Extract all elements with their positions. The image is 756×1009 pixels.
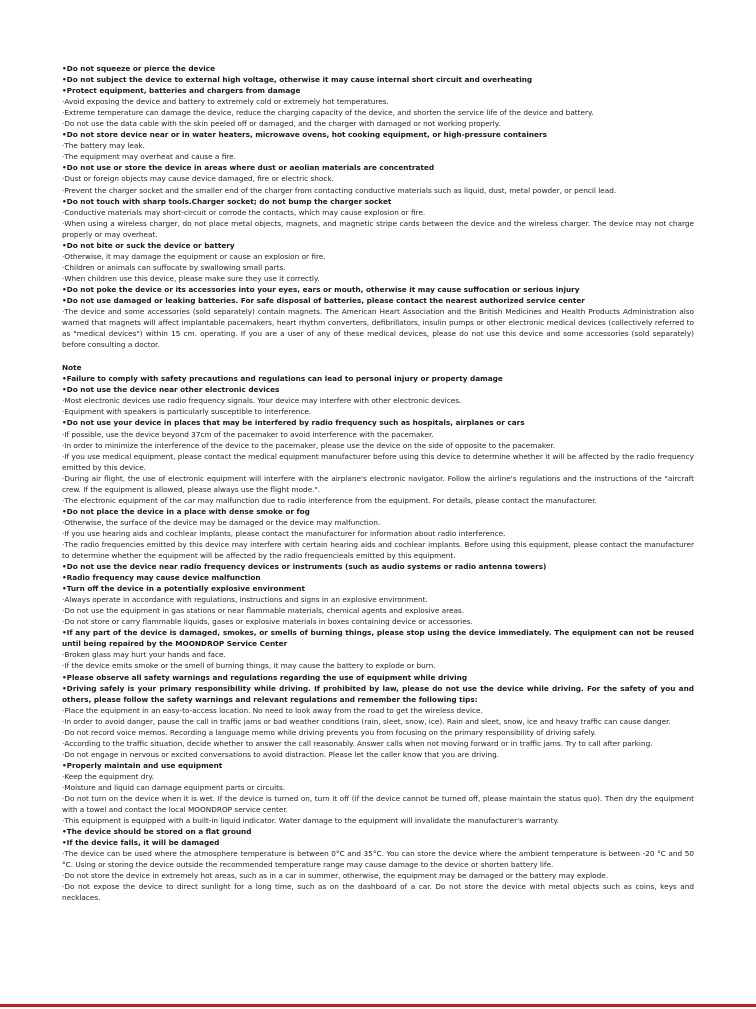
bullet-item: ·Otherwise, the surface of the device may be damaged or the device may malfunction. xyxy=(62,517,381,527)
section-heading: •Do not use damaged or leaking batteries. For safe disposal of batteries, please contact the nearest authorized service center xyxy=(62,295,585,305)
section-heading: •Driving safely is your primary responsibility while driving. If prohibited by law, please do not use the device while driving. For the safety of you and others, please follow the safety warnings and relevant regulations and remember the following tips: xyxy=(62,683,694,704)
section-heading: •Do not touch with sharp tools.Charger socket; do not bump the charger socket xyxy=(62,196,392,206)
safety-document xyxy=(62,63,694,904)
bullet-item: ·Dust or foreign objects may cause device damaged, fire or electric shock. xyxy=(62,174,334,184)
bullet-item: ·If possible, use the device beyond 37cm of the pacemaker to avoid interference with the pacemaker. xyxy=(62,429,434,439)
section-heading: •Do not use the device near radio frequency devices or instruments (such as audio systems or radio antenna towers) xyxy=(62,562,547,572)
note-section xyxy=(62,362,694,903)
bullet-item: ·Keep the equipment dry. xyxy=(62,771,155,781)
section-heading: Note xyxy=(62,363,82,373)
section-heading: •Properly maintain and use equipment xyxy=(62,760,223,770)
section-heading: •If any part of the device is damaged, smokes, or smells of burning things, please stop using the device immediately. The equipment can not be reused until being repaired by the MOONDROP Service Center xyxy=(62,628,694,649)
bullet-item: ·Otherwise, it may damage the equipment or cause an explosion or fire. xyxy=(62,251,326,261)
bullet-item: ·When using a wireless charger, do not place metal objects, magnets, and magnetic stripe cards between the device and the wireless charger. The device may not charge properly or may overheat. xyxy=(62,218,694,239)
section-heading: •Do not place the device in a place with dense smoke or fog xyxy=(62,506,310,516)
section-heading: •Do not poke the device or its accessories into your eyes, ears or mouth, otherwise it may cause suffocation or serious injury xyxy=(62,284,580,294)
section-heading: •If the device falls, it will be damaged xyxy=(62,838,220,848)
bullet-item: ·Do not expose the device to direct sunlight for a long time, such as on the dashboard of a car. Do not store the device with metal objects such as coins, keys and necklaces. xyxy=(62,882,694,903)
bullet-item: ·If you use medical equipment, please contact the medical equipment manufacturer before using this device to determine whether it will be affected by the radio frequency emitted by this device. xyxy=(62,451,694,472)
bullet-item: ·In order to avoid danger, pause the call in traffic jams or bad weather conditions (rain, sleet, snow, ice). Rain and sleet, snow, ice and heavy traffic can cause danger. xyxy=(62,716,671,726)
bullet-item: ·The radio frequencies emitted by this device may interfere with certain hearing aids and cochlear implants. Before using this equipment, please contact the manufacturer to determine whether the equipment will be affected by the radio frequencieals emitted by this equipment. xyxy=(62,539,694,561)
bullet-item: ·Do not use the equipment in gas stations or near flammable materials, chemical agents and explosive areas. xyxy=(62,606,465,616)
bullet-item: ·Broken glass may hurt your hands and face. xyxy=(62,650,226,660)
section-heading: •Protect equipment, batteries and chargers from damage xyxy=(62,86,301,96)
bullet-item: ·The battery may leak. xyxy=(62,141,145,151)
bullet-item: ·During air flight, the use of electronic equipment will interfere with the airplane's electronic navigator. Follow the airline's regulations and the instructions of the "aircraft crew. If the equipment is allowed, please always use the flight mode.". xyxy=(62,473,694,494)
section-heading: •Do not use your device in places that may be interfered by radio frequency such as hospitals, airplanes or cars xyxy=(62,418,525,428)
bullet-item: ·The equipment may overheat and cause a fire. xyxy=(62,152,236,162)
bullet-item: ·Moisture and liquid can damage equipment parts or circuits. xyxy=(62,783,286,792)
section-heading: •Turn off the device in a potentially explosive environment xyxy=(62,584,305,594)
section-heading: •Do not use or store the device in areas where dust or aeolian materials are concentrated xyxy=(62,163,435,173)
bullet-item: ·The device and some accessories (sold separately) contain magnets. The American Heart Association and the British Medicines and Health Products Administration also warned that magnets will affect implantable pacemakers, heart rhythm converters, defibrillators, insulin pumps or other electronic medical devices (collectively referred to as "medical devices") within 15 cm. operating. If you are a user of any of these medical devices, please do not use this device and some accessories (sold separately) before consulting a doctor. xyxy=(62,307,694,350)
bullet-item: ·In order to minimize the interference of the device to the pacemaker, please use the device on the side of opposite to the pacemaker. xyxy=(62,440,555,450)
section-heading: •Failure to comply with safety precautions and regulations can lead to personal injury or property damage xyxy=(62,374,503,384)
bullet-item: ·Conductive materials may short-circuit or corrode the contacts, which may cause explosion or fire. xyxy=(62,207,426,217)
section-heading: •Do not store device near or in water heaters, microwave ovens, hot cooking equipment, or high-pressure containers xyxy=(62,130,547,140)
bullet-item: ·If the device emits smoke or the smell of burning things, it may cause the battery to explode or burn. xyxy=(62,661,436,671)
bottom-red-rule xyxy=(0,1004,756,1007)
bullet-item: ·Do not engage in nervous or excited conversations to avoid distraction. Please let the caller know that you are driving. xyxy=(62,749,500,759)
bullet-item: ·Do not turn on the device when it is wet. If the device is turned on, turn it off (if the device cannot be turned off, please maintain the status quo). Then dry the equipment with a towel and contact the local MOONDROP service center. xyxy=(62,794,694,815)
bullet-item: ·Always operate in accordance with regulations, instructions and signs in an explosive environment. xyxy=(62,595,428,605)
bullet-item: ·The device can be used where the atmosphere temperature is between 0°C and 35°C. You can store the device where the ambient temperature is between -20 °C and 50 °C. Using or storing the device outside the recommended temperature range may cause damage to the device or shorten battery life. xyxy=(62,849,694,870)
section-heading: •Please observe all safety warnings and regulations regarding the use of equipment while driving xyxy=(62,672,468,682)
section-heading: •Do not squeeze or pierce the device xyxy=(62,64,216,73)
bullet-item: ·Do not use the data cable with the skin peeled off or damaged, and the charger with damaged or not working properly. xyxy=(62,119,501,129)
section-heading: •Do not use the device near other electronic devices xyxy=(62,385,280,395)
section-heading: •Radio frequency may cause device malfunction xyxy=(62,573,261,583)
bullet-item: ·Do not record voice memos. Recording a language memo while driving prevents you from focusing on the primary responsibility of driving safely. xyxy=(62,727,597,737)
bullet-item: ·Prevent the charger socket and the smaller end of the charger from contacting conductive materials such as liquid, dust, metal powder, or pencil lead. xyxy=(62,185,617,195)
bullet-item: ·Extreme temperature can damage the device, reduce the charging capacity of the device, and shorten the service life of the device and battery. xyxy=(62,108,594,118)
bullet-item: ·When children use this device, please make sure they use it correctly. xyxy=(62,273,320,283)
bullet-item: ·Do not store or carry flammable liquids, gases or explosive materials in boxes containing device or accessories. xyxy=(62,617,473,627)
warnings-section xyxy=(62,63,694,350)
bullet-item: ·Children or animals can suffocate by swallowing small parts. xyxy=(62,262,286,272)
section-heading: •Do not subject the device to external high voltage, otherwise it may cause internal short circuit and overheating xyxy=(62,75,533,85)
bullet-item: ·Equipment with speakers is particularly susceptible to interference. xyxy=(62,407,312,417)
bullet-item: ·Do not store the device in extremely hot areas, such as in a car in summer, otherwise, the equipment may be damaged or the battery may explode. xyxy=(62,871,609,881)
bullet-item: ·According to the traffic situation, decide whether to answer the call reasonably. Answer calls when not moving forward or in traffic jams. Try to call after parking. xyxy=(62,738,653,748)
bullet-item: ·Place the equipment in an easy-to-access location. No need to look away from the road to get the wireless device. xyxy=(62,705,483,715)
bullet-item: ·Avoid exposing the device and battery to extremely cold or extremely hot temperatures. xyxy=(62,97,389,107)
bullet-item: ·The electronic equipment of the car may malfunction due to radio interference from the equipment. For details, please contact the manufacturer. xyxy=(62,495,597,505)
section-heading: •The device should be stored on a flat ground xyxy=(62,827,252,837)
bullet-item: ·If you use hearing aids and cochlear implants, please contact the manufacturer for information about radio interference. xyxy=(62,528,506,538)
bullet-item: ·This equipment is equipped with a built-in liquid indicator. Water damage to the equipment will invalidate the manufacturer's warranty. xyxy=(62,816,560,826)
section-heading: •Do not bite or suck the device or battery xyxy=(62,240,235,250)
bullet-item: ·Most electronic devices use radio frequency signals. Your device may interfere with other electronic devices. xyxy=(62,396,462,406)
